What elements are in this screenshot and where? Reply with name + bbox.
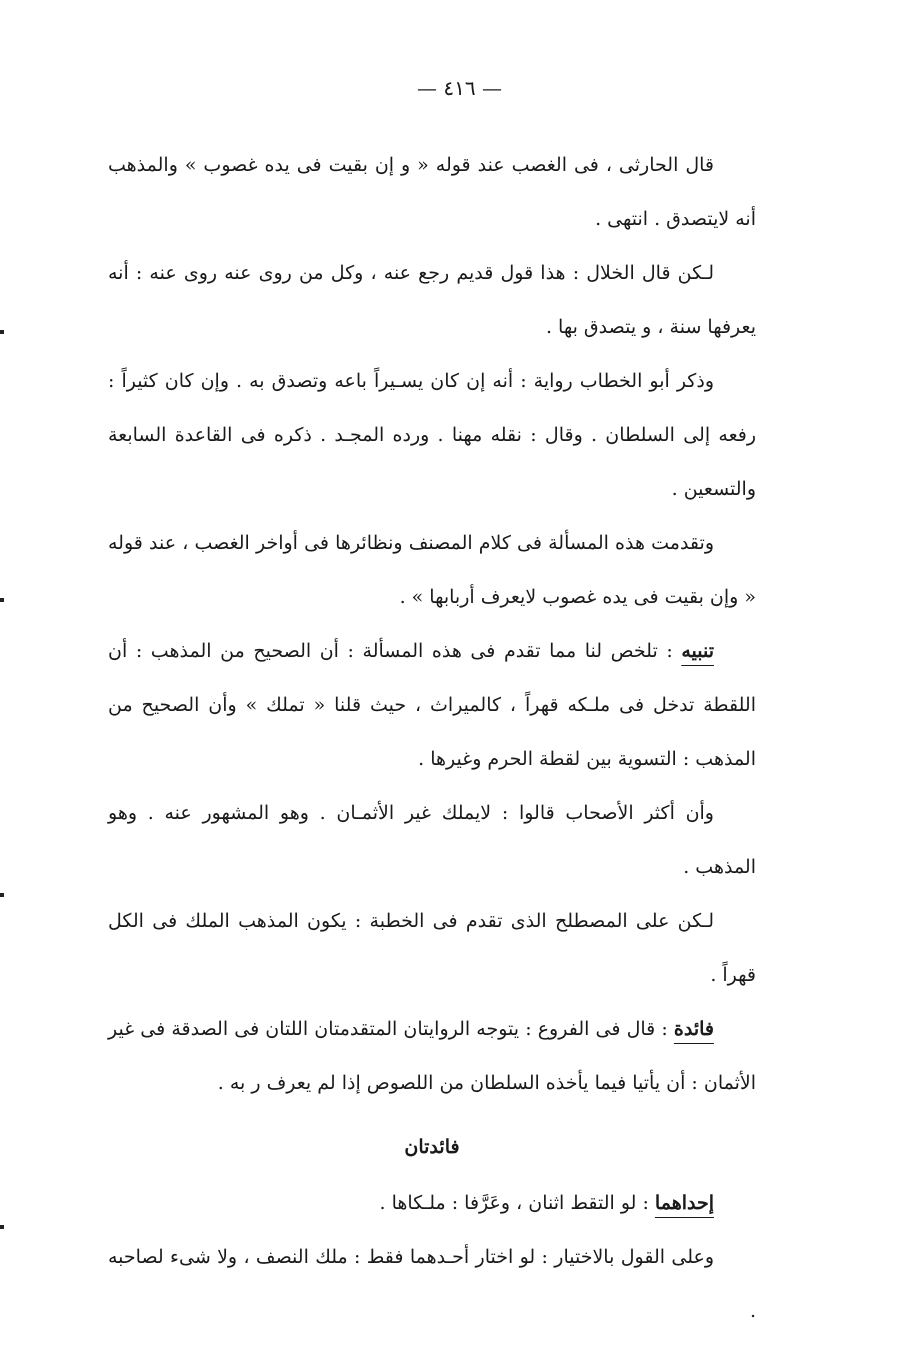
paragraph-ihdahuma: [108, 1176, 756, 1230]
paragraph-text: وتقدمت هذه المسألة فى كلام المصنف ونظائرها فى أواخر الغصب ، عند قوله « وإن بقيت فى يده غصوب لايعرف أربابها » .: [108, 532, 756, 608]
tanbih-label: تنبيه: [681, 640, 714, 662]
paragraph-text: وذكر أبو الخطاب رواية : أنه إن كان يسـيراً باعه وتصدق به . وإن كان كثيراً : رفعه إلى السلطان . وقال : نقله مهنا . ورده المجـد . ذكره فى القاعدة السابعة والتسعين .: [108, 370, 756, 500]
scan-margin-mark: [0, 893, 4, 897]
paragraph-text: وعلى القول بالاختيار : لو اختار أحـدهما فقط : ملك النصف ، ولا شىء لصاحبه .: [108, 1246, 756, 1322]
scan-margin-mark: [0, 1225, 4, 1229]
paragraph-text: : لو التقط اثنان ، وعَرَّفا : ملـكاها .: [379, 1192, 655, 1214]
paragraph-text: : قال فى الفروع : يتوجه الروايتان المتقدمتان اللتان فى الصدقة فى غير الأثمان : أن يأتيا فيما يأخذه السلطان من اللصوص إذا لم يعرف ر به .: [108, 1018, 756, 1094]
paragraph-text: : تلخص لنا مما تقدم فى هذه المسألة : أن الصحيح من المذهب : أن اللقطة تدخل فى ملـكه قهراً ، كالميراث ، حيث قلنا « تملك » وأن الصحيح من المذهب : التسوية بين لقطة الحرم وغيرها .: [108, 640, 756, 770]
paragraph-text: وأن أكثر الأصحاب قالوا : لايملك غير الأثمـان . وهو المشهور عنه . وهو المذهب .: [108, 802, 756, 878]
body-text: [108, 138, 756, 1338]
paragraph-ashab: [108, 786, 756, 894]
paragraph-abu-alkhattab: [108, 354, 756, 516]
paragraph-faida: [108, 1002, 756, 1110]
paragraph-text: لـكن على المصطلح الذى تقدم فى الخطبة : يكون المذهب الملك فى الكل قهراً .: [108, 910, 756, 986]
page-number: — ٤١٦ —: [417, 76, 502, 100]
paragraph-text: لـكن قال الخلال : هذا قول قديم رجع عنه ، وكل من روى عنه روى عنه : أنه يعرفها سنة ، و يتصدق بها .: [108, 262, 756, 338]
section-heading: فائدتان: [404, 1136, 460, 1158]
scan-margin-mark: [0, 330, 4, 334]
paragraph-text: قال الحارثى ، فى الغصب عند قوله « و إن بقيت فى يده غصوب » والمذهب أنه لايتصدق . انتهى .: [108, 154, 756, 230]
faida-label: فائدة: [673, 1018, 714, 1040]
ihdahuma-label: إحداهما: [654, 1192, 714, 1214]
paragraph-musannaf: [108, 516, 756, 624]
paragraph-khutba: [108, 894, 756, 1002]
scan-margin-mark: [0, 598, 4, 602]
paragraph-ikhtiyar: [108, 1230, 756, 1338]
paragraph-khallal: [108, 246, 756, 354]
paragraph-tanbih: [108, 624, 756, 786]
paragraph-harithi: [108, 138, 756, 246]
